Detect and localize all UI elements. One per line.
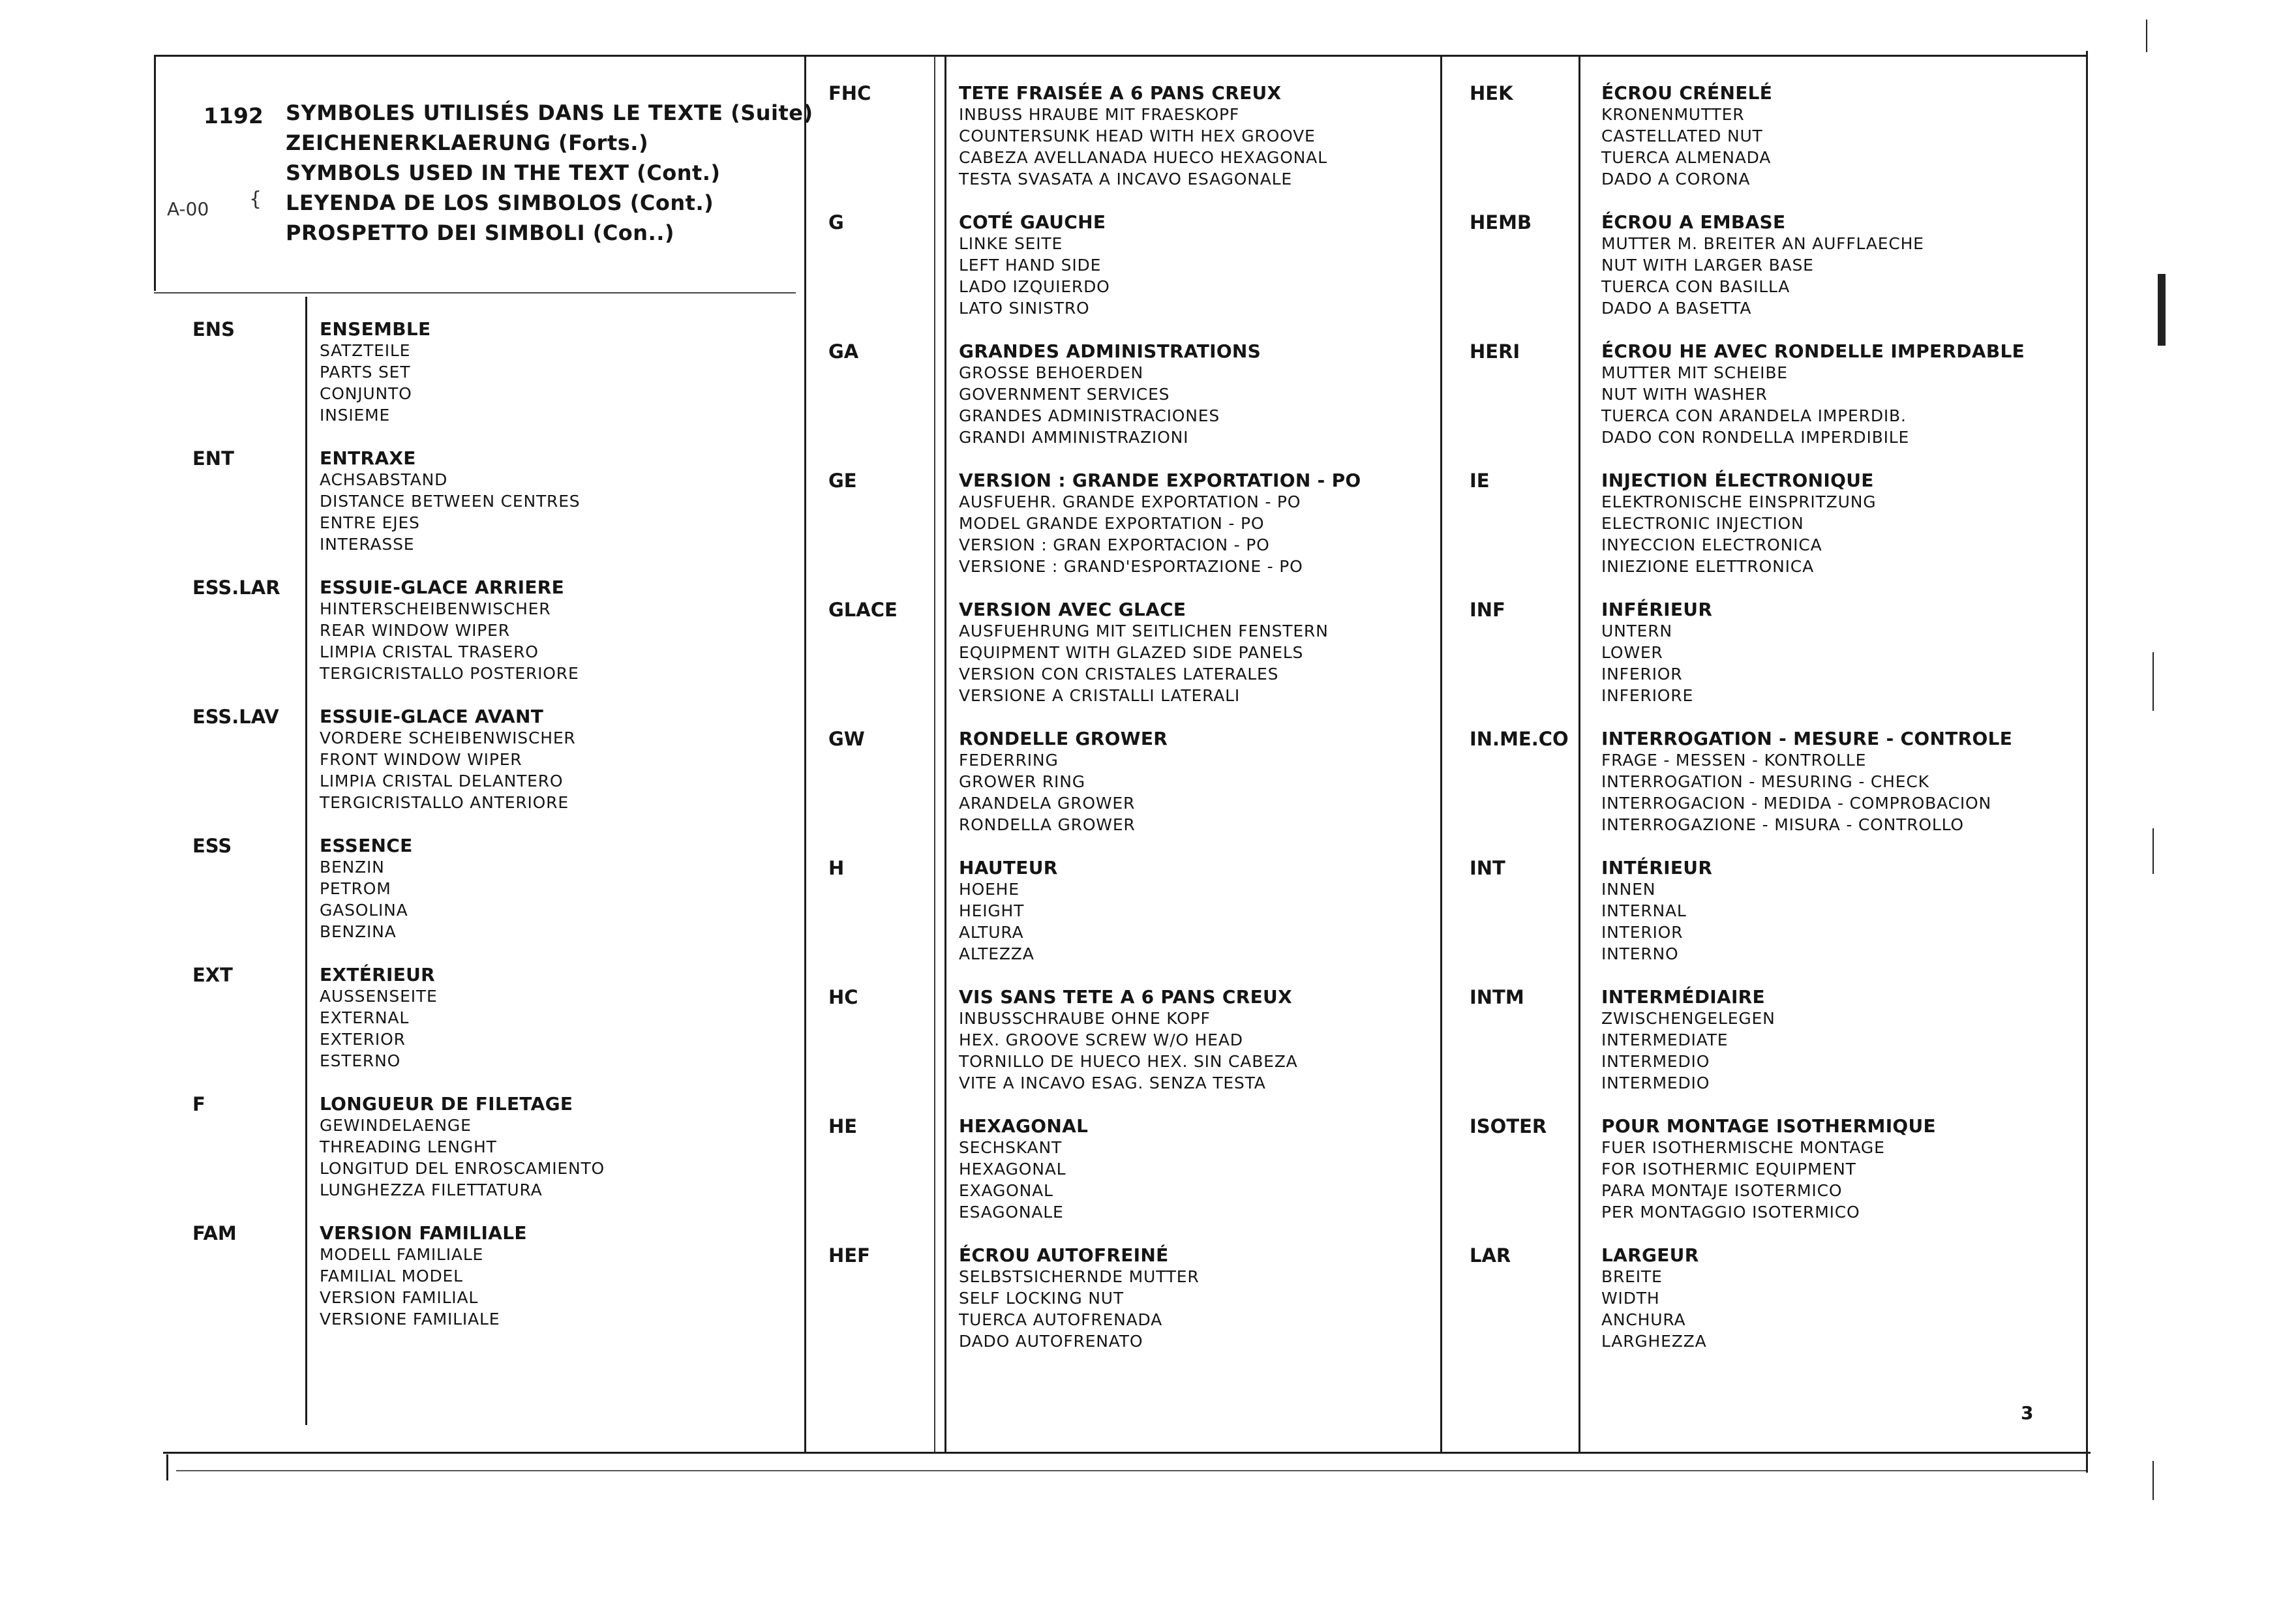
column-2-divider — [1440, 56, 1442, 1452]
symbol-abbreviation: ENT — [192, 447, 234, 470]
symbol-term: LONGUEUR DE FILETAGE — [320, 1093, 573, 1115]
symbol-translation: INTERNAL — [1601, 901, 1687, 920]
symbol-translation: MODELL FAMILIALE — [320, 1245, 484, 1264]
column-1-inner-divider — [305, 297, 307, 1425]
symbol-definition — [1601, 599, 1712, 706]
symbol-translation: BREITE — [1601, 1267, 1663, 1286]
symbol-translation: DADO A CORONA — [1601, 170, 1751, 188]
symbol-translation: DISTANCE BETWEEN CENTRES — [320, 492, 581, 511]
symbol-abbreviation: IN.ME.CO — [1470, 728, 1569, 750]
symbol-translation: BENZINA — [320, 922, 397, 941]
symbol-abbreviation: INTM — [1470, 986, 1524, 1008]
symbol-definition — [1601, 211, 1924, 319]
header-title-it: PROSPETTO DEI SIMBOLI (Con..) — [286, 220, 674, 245]
symbol-term: ESSUIE-GLACE AVANT — [320, 706, 544, 727]
symbol-translation: HINTERSCHEIBENWISCHER — [320, 599, 551, 618]
symbol-definition — [1601, 728, 2012, 835]
symbol-translation: VORDERE SCHEIBENWISCHER — [320, 728, 576, 747]
symbol-translation: WIDTH — [1601, 1289, 1660, 1308]
symbol-abbreviation: INF — [1470, 599, 1505, 621]
symbol-translation: LUNGHEZZA FILETTATURA — [320, 1180, 543, 1199]
symbol-translation: FRONT WINDOW WIPER — [320, 750, 522, 769]
symbol-term: EXTÉRIEUR — [320, 964, 436, 985]
symbol-translation: GRANDES ADMINISTRACIONES — [959, 406, 1220, 425]
symbol-definition — [1601, 82, 1772, 190]
symbol-translation: TUERCA AUTOFRENADA — [959, 1310, 1163, 1329]
symbol-translation: LOWER — [1601, 643, 1663, 662]
symbol-translation: ELECTRONIC INJECTION — [1601, 514, 1804, 533]
symbol-abbreviation: ENS — [192, 318, 235, 340]
symbol-translation: ESTERNO — [320, 1051, 401, 1070]
symbol-translation: LADO IZQUIERDO — [959, 277, 1110, 296]
symbol-translation: TESTA SVASATA A INCAVO ESAGONALE — [959, 170, 1292, 188]
symbol-translation: INTERASSE — [320, 535, 415, 554]
reference-sub-code: A-00 — [167, 198, 209, 220]
column-3-inner-divider — [1578, 56, 1580, 1452]
symbol-translation: ENTRE EJES — [320, 513, 420, 532]
symbol-term: HEXAGONAL — [959, 1115, 1089, 1137]
symbol-definition — [320, 835, 413, 942]
symbol-translation: AUSFUEHRUNG MIT SEITLICHEN FENSTERN — [959, 622, 1329, 640]
symbol-definition — [320, 1222, 527, 1330]
symbol-translation: CONJUNTO — [320, 384, 412, 403]
left-border-lower — [166, 1454, 168, 1480]
symbol-definition — [1601, 470, 1876, 577]
symbol-translation: INTERNO — [1601, 944, 1679, 963]
symbol-translation: ESAGONALE — [959, 1203, 1064, 1222]
symbol-translation: HEXAGONAL — [959, 1160, 1066, 1179]
symbol-term: VIS SANS TETE A 6 PANS CREUX — [959, 986, 1292, 1008]
symbol-definition — [320, 964, 438, 1072]
header-titles — [286, 98, 813, 248]
symbol-term: ESSUIE-GLACE ARRIERE — [320, 577, 565, 598]
symbol-term: ENTRAXE — [320, 447, 416, 469]
symbol-abbreviation: H — [828, 857, 845, 879]
symbol-translation: FEDERRING — [959, 751, 1059, 770]
right-border — [2086, 51, 2088, 1473]
symbol-abbreviation: FAM — [192, 1222, 237, 1244]
symbol-translation: INFERIORE — [1601, 686, 1694, 705]
symbol-translation: REAR WINDOW WIPER — [320, 621, 510, 640]
symbol-translation: INBUSSCHRAUBE OHNE KOPF — [959, 1009, 1211, 1028]
page-number: 3 — [2021, 1402, 2034, 1424]
symbol-translation: HOEHE — [959, 880, 1020, 899]
symbol-translation: ALTEZZA — [959, 944, 1035, 963]
symbol-translation: GEWINDELAENGE — [320, 1116, 472, 1135]
symbol-translation: FAMILIAL MODEL — [320, 1267, 463, 1285]
column-2-left-line — [934, 56, 935, 1452]
top-border — [154, 55, 2088, 57]
symbol-translation: SATZTEILE — [320, 341, 411, 360]
symbol-translation: ELEKTRONISCHE EINSPRITZUNG — [1601, 492, 1877, 511]
symbol-term: LARGEUR — [1601, 1244, 1699, 1266]
symbol-translation: ARANDELA GROWER — [959, 794, 1136, 813]
symbol-abbreviation: IE — [1470, 470, 1490, 492]
symbol-translation: VERSIONE : GRAND'ESPORTAZIONE - PO — [959, 557, 1303, 576]
symbol-translation: SELF LOCKING NUT — [959, 1289, 1124, 1308]
header-divider — [154, 292, 796, 293]
symbol-translation: ACHSABSTAND — [320, 470, 448, 489]
symbol-translation: CASTELLATED NUT — [1601, 127, 1763, 145]
column-2-inner-divider — [944, 56, 946, 1452]
symbol-translation: KRONENMUTTER — [1601, 105, 1745, 124]
symbol-translation: INTERMEDIATE — [1601, 1030, 1729, 1049]
symbol-definition — [1601, 1244, 1707, 1352]
symbol-translation: GOVERNMENT SERVICES — [959, 385, 1170, 404]
symbol-abbreviation: HC — [828, 986, 858, 1008]
symbol-abbreviation: GA — [828, 340, 859, 363]
symbol-translation: TUERCA CON BASILLA — [1601, 277, 1790, 296]
symbol-term: ÉCROU A EMBASE — [1601, 211, 1786, 233]
symbol-definition — [1601, 1115, 1936, 1223]
symbol-term: INJECTION ÉLECTRONIQUE — [1601, 470, 1874, 491]
symbol-translation: TUERCA ALMENADA — [1601, 148, 1772, 167]
symbol-term: HAUTEUR — [959, 857, 1058, 879]
symbol-definition — [959, 211, 1110, 319]
symbol-translation: HEX. GROOVE SCREW W/O HEAD — [959, 1030, 1243, 1049]
symbol-translation: BENZIN — [320, 858, 385, 877]
symbol-term: VERSION FAMILIALE — [320, 1222, 527, 1244]
symbol-term: VERSION : GRANDE EXPORTATION - PO — [959, 470, 1361, 491]
symbol-abbreviation: GLACE — [828, 599, 898, 621]
symbol-translation: INIEZIONE ELETTRONICA — [1601, 557, 1814, 576]
symbol-translation: PARTS SET — [320, 363, 411, 382]
symbol-term: INTERROGATION - MESURE - CONTROLE — [1601, 728, 2013, 749]
symbol-term: INTÉRIEUR — [1601, 857, 1713, 879]
symbol-translation: GRANDI AMMINISTRAZIONI — [959, 428, 1189, 447]
symbol-translation: LINKE SEITE — [959, 234, 1063, 253]
symbol-translation: DADO CON RONDELLA IMPERDIBILE — [1601, 428, 1910, 447]
symbol-term: GRANDES ADMINISTRATIONS — [959, 340, 1261, 362]
symbol-definition — [959, 82, 1327, 190]
symbol-translation: DADO AUTOFRENATO — [959, 1332, 1143, 1351]
bottom-border-inner — [176, 1470, 2087, 1471]
symbol-abbreviation: GW — [828, 728, 865, 750]
symbol-translation: PER MONTAGGIO ISOTERMICO — [1601, 1203, 1860, 1222]
symbol-translation: LONGITUD DEL ENROSCAMIENTO — [320, 1159, 605, 1178]
symbol-abbreviation: INT — [1470, 857, 1505, 879]
symbol-term: ENSEMBLE — [320, 318, 431, 340]
bottom-border — [163, 1452, 2091, 1454]
symbol-term: TETE FRAISÉE A 6 PANS CREUX — [959, 82, 1282, 104]
symbol-translation: ZWISCHENGELEGEN — [1601, 1009, 1775, 1028]
symbol-term: COTÉ GAUCHE — [959, 211, 1106, 233]
symbol-translation: TUERCA CON ARANDELA IMPERDIB. — [1601, 406, 1907, 425]
symbol-translation: FOR ISOTHERMIC EQUIPMENT — [1601, 1160, 1856, 1179]
symbol-translation: VITE A INCAVO ESAG. SENZA TESTA — [959, 1074, 1266, 1092]
symbol-translation: INTERIOR — [1601, 923, 1684, 942]
symbol-translation: PETROM — [320, 879, 391, 898]
header-title-en: SYMBOLS USED IN THE TEXT (Cont.) — [286, 160, 721, 185]
symbol-definition — [959, 340, 1261, 448]
symbol-translation: EXTERNAL — [320, 1008, 410, 1027]
symbol-translation: CABEZA AVELLANADA HUECO HEXAGONAL — [959, 148, 1327, 167]
symbol-translation: RONDELLA GROWER — [959, 815, 1136, 834]
symbol-translation: COUNTERSUNK HEAD WITH HEX GROOVE — [959, 127, 1316, 145]
header-title-fr: SYMBOLES UTILISÉS DANS LE TEXTE (Suite) — [286, 100, 813, 125]
symbol-translation: MUTTER MIT SCHEIBE — [1601, 363, 1788, 382]
symbol-translation: GROSSE BEHOERDEN — [959, 363, 1144, 382]
symbol-abbreviation: F — [192, 1093, 205, 1115]
edge-tick — [2146, 20, 2147, 52]
symbol-abbreviation: G — [828, 211, 844, 233]
symbol-translation: TORNILLO DE HUECO HEX. SIN CABEZA — [959, 1052, 1298, 1071]
symbol-definition — [320, 318, 430, 426]
symbol-translation: INTERROGATION - MESURING - CHECK — [1601, 772, 1929, 791]
left-border — [154, 56, 156, 291]
edge-tick — [2152, 828, 2154, 874]
symbol-translation: TERGICRISTALLO POSTERIORE — [320, 664, 579, 683]
symbol-translation: INFERIOR — [1601, 665, 1683, 683]
symbol-translation: VERSION : GRAN EXPORTACION - PO — [959, 535, 1270, 554]
symbol-definition — [959, 1244, 1200, 1352]
symbol-term: ÉCROU HE AVEC RONDELLE IMPERDABLE — [1601, 340, 2025, 362]
symbol-term: INTERMÉDIAIRE — [1601, 986, 1765, 1008]
symbol-translation: SELBSTSICHERNDE MUTTER — [959, 1267, 1200, 1286]
symbol-translation: LATO SINISTRO — [959, 299, 1090, 318]
symbol-translation: NUT WITH WASHER — [1601, 385, 1768, 404]
symbol-term: INFÉRIEUR — [1601, 599, 1713, 620]
symbol-translation: INTERROGAZIONE - MISURA - CONTROLLO — [1601, 815, 1964, 834]
symbol-translation: FRAGE - MESSEN - KONTROLLE — [1601, 751, 1867, 770]
header-title-de: ZEICHENERKLAERUNG (Forts.) — [286, 130, 649, 155]
edge-mark — [2158, 274, 2166, 346]
symbol-translation: INNEN — [1601, 880, 1656, 899]
symbol-translation: UNTERN — [1601, 622, 1672, 640]
symbol-abbreviation: ESS.LAV — [192, 706, 279, 728]
symbol-translation: NUT WITH LARGER BASE — [1601, 256, 1814, 275]
symbol-translation: LIMPIA CRISTAL DELANTERO — [320, 772, 564, 790]
symbol-translation: AUSFUEHR. GRANDE EXPORTATION - PO — [959, 492, 1301, 511]
reference-bracket: { — [249, 188, 262, 211]
symbol-abbreviation: HERI — [1470, 340, 1520, 363]
symbol-translation: EXAGONAL — [959, 1181, 1053, 1200]
symbol-translation: VERSION CON CRISTALES LATERALES — [959, 665, 1279, 683]
symbol-translation: INBUSS HRAUBE MIT FRAESKOPF — [959, 105, 1240, 124]
symbol-translation: GASOLINA — [320, 901, 408, 920]
symbol-translation: INSIEME — [320, 406, 391, 425]
symbol-translation: VERSION FAMILIAL — [320, 1288, 479, 1307]
edge-tick — [2152, 1461, 2154, 1500]
symbol-definition — [1601, 857, 1712, 965]
symbol-translation: TERGICRISTALLO ANTERIORE — [320, 793, 569, 812]
symbol-abbreviation: ISOTER — [1470, 1115, 1547, 1137]
symbol-definition — [320, 577, 579, 684]
symbol-term: ÉCROU CRÉNELÉ — [1601, 82, 1773, 104]
symbol-translation: INTERMEDIO — [1601, 1052, 1710, 1071]
symbol-abbreviation: HEMB — [1470, 211, 1532, 233]
symbol-translation: INTERROGACION - MEDIDA - COMPROBACION — [1601, 794, 1991, 813]
symbol-translation: ANCHURA — [1601, 1310, 1686, 1329]
symbol-abbreviation: EXT — [192, 964, 233, 986]
symbol-translation: EQUIPMENT WITH GLAZED SIDE PANELS — [959, 643, 1304, 662]
symbol-translation: LIMPIA CRISTAL TRASERO — [320, 642, 539, 661]
header-title-es: LEYENDA DE LOS SIMBOLOS (Cont.) — [286, 190, 714, 215]
symbol-translation: GROWER RING — [959, 772, 1085, 791]
symbol-definition — [320, 1093, 605, 1201]
symbol-definition — [959, 470, 1361, 577]
symbol-translation: VERSIONE FAMILIALE — [320, 1310, 500, 1329]
symbol-translation: LARGHEZZA — [1601, 1332, 1707, 1351]
symbol-abbreviation: GE — [828, 470, 857, 492]
symbol-term: RONDELLE GROWER — [959, 728, 1168, 749]
symbol-abbreviation: HEF — [828, 1244, 870, 1267]
symbol-translation: AUSSENSEITE — [320, 987, 438, 1006]
symbol-abbreviation: HEK — [1470, 82, 1513, 104]
symbol-abbreviation: HE — [828, 1115, 858, 1137]
symbol-definition — [959, 728, 1168, 835]
symbol-abbreviation: ESS — [192, 835, 232, 857]
symbol-abbreviation: FHC — [828, 82, 871, 104]
symbol-definition — [959, 986, 1298, 1094]
symbol-translation: ALTURA — [959, 923, 1024, 942]
symbol-term: VERSION AVEC GLACE — [959, 599, 1186, 620]
edge-tick — [2152, 652, 2154, 711]
symbol-definition — [959, 857, 1058, 965]
symbol-term: ÉCROU AUTOFREINÉ — [959, 1244, 1169, 1266]
symbol-translation: SECHSKANT — [959, 1138, 1063, 1157]
symbol-translation: INYECCION ELECTRONICA — [1601, 535, 1822, 554]
symbol-translation: HEIGHT — [959, 901, 1025, 920]
symbol-definition — [320, 447, 580, 555]
symbol-translation: THREADING LENGHT — [320, 1137, 497, 1156]
symbol-definition — [320, 706, 576, 813]
symbol-translation: MODEL GRANDE EXPORTATION - PO — [959, 514, 1265, 533]
reference-number: 1192 — [204, 103, 264, 128]
symbol-translation: MUTTER M. BREITER AN AUFFLAECHE — [1601, 234, 1924, 253]
header-block — [157, 98, 813, 261]
symbol-translation: FUER ISOTHERMISCHE MONTAGE — [1601, 1138, 1885, 1157]
symbol-translation: INTERMEDIO — [1601, 1074, 1710, 1092]
symbol-term: POUR MONTAGE ISOTHERMIQUE — [1601, 1115, 1936, 1137]
symbol-term: ESSENCE — [320, 835, 413, 856]
symbol-abbreviation: LAR — [1470, 1244, 1511, 1267]
symbol-translation: VERSIONE A CRISTALLI LATERALI — [959, 686, 1241, 705]
symbol-translation: EXTERIOR — [320, 1030, 406, 1049]
symbol-definition — [959, 599, 1329, 706]
symbol-definition — [959, 1115, 1088, 1223]
symbol-translation: LEFT HAND SIDE — [959, 256, 1102, 275]
symbol-definition — [1601, 986, 1775, 1094]
symbol-abbreviation: ESS.LAR — [192, 577, 280, 599]
symbol-definition — [1601, 340, 2025, 448]
symbol-translation: DADO A BASETTA — [1601, 299, 1752, 318]
symbol-translation: PARA MONTAJE ISOTERMICO — [1601, 1181, 1843, 1200]
column-1-divider — [804, 56, 806, 1452]
